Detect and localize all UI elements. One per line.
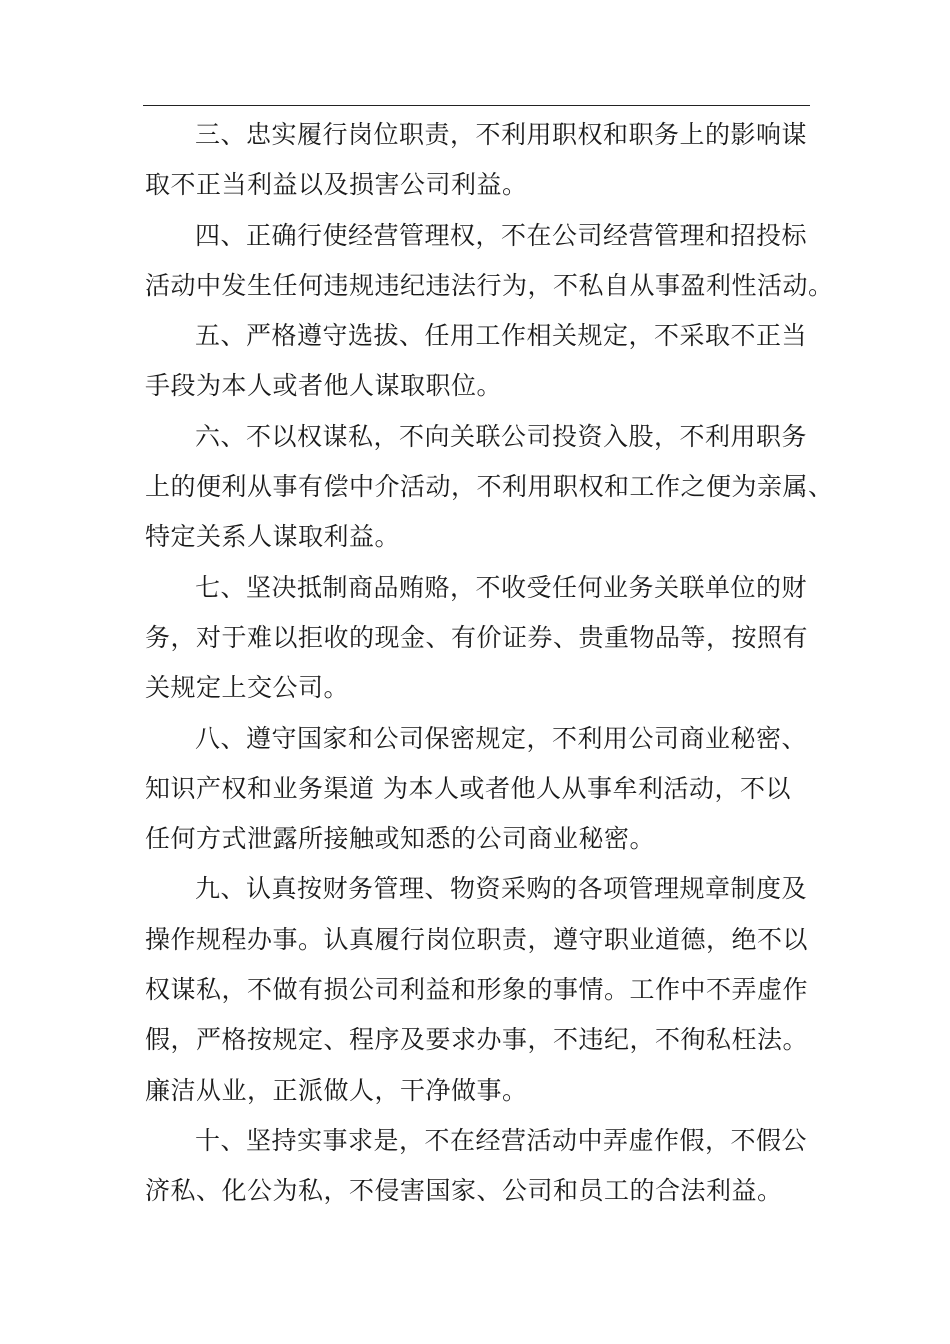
paragraph bbox=[145, 563, 845, 714]
paragraph-line: 八、遵守国家和公司保密规定，不利用公司商业秘密、 bbox=[195, 723, 808, 753]
paragraph-line: 十、坚持实事求是，不在经营活动中弄虚作假，不假公 bbox=[195, 1125, 808, 1155]
header-rule bbox=[143, 105, 810, 106]
paragraph-line: 权谋私，不做有损公司利益和形象的事情。工作中不弄虚作 bbox=[145, 975, 809, 1005]
paragraph-line: 取不正当利益以及损害公司利益。 bbox=[145, 170, 528, 200]
paragraph-line: 关规定上交公司。 bbox=[145, 673, 350, 703]
paragraph-line: 廉洁从业，正派做人，干净做事。 bbox=[145, 1075, 528, 1105]
paragraph-line: 务，对于难以拒收的现金、有价证券、贵重物品等，按照有 bbox=[145, 622, 809, 652]
paragraph bbox=[145, 864, 845, 1115]
paragraph-line: 五、严格遵守选拔、任用工作相关规定，不采取不正当 bbox=[195, 321, 808, 351]
document-body bbox=[145, 110, 845, 1217]
paragraph-line: 手段为本人或者他人谋取职位。 bbox=[145, 371, 503, 401]
paragraph-line: 假，严格按规定、程序及要求办事，不违纪，不徇私枉法。 bbox=[145, 1025, 809, 1055]
paragraph-line: 活动中发生任何违规违纪违法行为，不私自从事盈利性活动。 bbox=[145, 270, 834, 300]
paragraph bbox=[145, 110, 845, 211]
paragraph-line: 济私、化公为私，不侵害国家、公司和员工的合法利益。 bbox=[145, 1176, 783, 1206]
paragraph-line: 四、正确行使经营管理权，不在公司经营管理和招投标 bbox=[195, 220, 808, 250]
paragraph-line: 三、忠实履行岗位职责，不利用职权和职务上的影响谋 bbox=[195, 120, 808, 149]
paragraph bbox=[145, 714, 845, 865]
paragraph-line: 任何方式泄露所接触或知悉的公司商业秘密。 bbox=[145, 824, 656, 854]
paragraph-line: 上的便利从事有偿中介活动，不利用职权和工作之便为亲属、 bbox=[145, 472, 834, 502]
paragraph-line: 特定关系人谋取利益。 bbox=[145, 522, 401, 552]
paragraph bbox=[145, 412, 845, 563]
paragraph-line: 六、不以权谋私，不向关联公司投资入股，不利用职务 bbox=[195, 421, 808, 451]
paragraph bbox=[145, 311, 845, 412]
paragraph-line: 操作规程办事。认真履行岗位职责，遵守职业道德，绝不以 bbox=[145, 924, 809, 954]
paragraph-line: 知识产权和业务渠道 为本人或者他人从事牟利活动，不以 bbox=[145, 773, 791, 803]
paragraph-line: 九、认真按财务管理、物资采购的各项管理规章制度及 bbox=[195, 874, 808, 904]
paragraph bbox=[145, 211, 845, 312]
paragraph-line: 七、坚决抵制商品贿赂，不收受任何业务关联单位的财 bbox=[195, 572, 808, 602]
paragraph bbox=[145, 1116, 845, 1217]
